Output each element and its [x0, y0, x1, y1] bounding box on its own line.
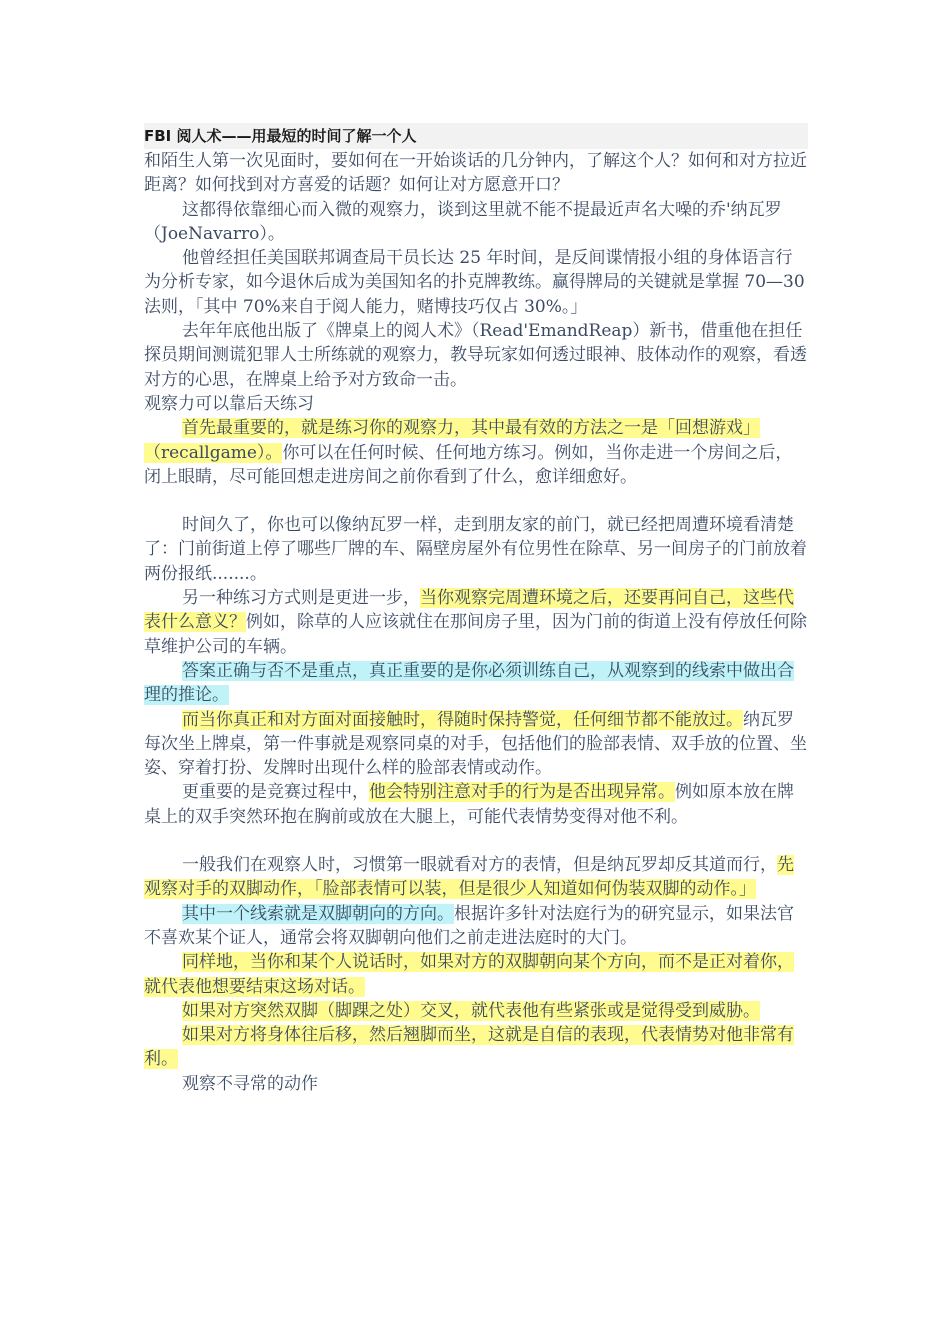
paragraph-text: 例如原本放在牌桌上的双手突然环抱在胸前或放在大腿上，可能代表情势变得对他不利。 — [144, 782, 794, 827]
paragraph-crossed-feet — [144, 999, 808, 1023]
paragraph-text: 根据许多针对法庭行为的研究显示，如果法官不喜欢某个证人，通常会将双脚朝向他们之前走进法庭时的大门。 — [144, 903, 794, 948]
highlight-text: 首先最重要的，就是练习你的观察力，其中最有效的方法之一是「回想游戏」（recallgame）。 — [144, 418, 760, 463]
highlight-text: 先观察对手的双脚动作，「脸部表情可以装，但是很少人知道如何伪装双脚的动作。」 — [144, 855, 794, 900]
highlight-text: 如果对方将身体往后移，然后翘脚而坐，这就是自信的表现，代表情势对他非常有利。 — [144, 1025, 794, 1070]
paragraph-feet — [144, 853, 808, 902]
section-heading-practice: 观察力可以靠后天练习 — [144, 393, 314, 414]
document-title: FBI 阅人术——用最短的时间了解一个人 — [144, 123, 808, 149]
paragraph-intro: 和陌生人第一次见面时，要如何在一开始谈话的几分钟内，了解这个人？如何和对方拉近距离？如何找到对方喜爱的话题？如何让对方愿意开口？ — [144, 151, 807, 196]
paragraph-lean-back — [144, 1023, 808, 1072]
paragraph-text: 更重要的是竞赛过程中， — [182, 782, 369, 803]
paragraph-navarro-career: 他曾经担任美国联邦调查局干员长达 25 年时间，是反间谍情报小组的身体语言行为分析专家，如今退休后成为美国知名的扑克牌教练。赢得牌局的关键就是掌握 70—30 法则，「其中 70%来自于阅人能力，赌博技巧仅占 30%。」 — [144, 248, 805, 317]
paragraph-navarro-intro: 这都得依靠细心而入微的观察力，谈到这里就不能不提最近声名大噪的乔'纳瓦罗（JoeNavarro）。 — [144, 199, 782, 244]
paragraph-further-practice — [144, 586, 808, 659]
paragraph-recall-game — [144, 416, 808, 489]
document-page — [144, 123, 808, 1096]
paragraph-text: 一般我们在观察人时，习惯第一眼就看对方的表情，但是纳瓦罗却反其道而行， — [182, 855, 777, 876]
section-heading-unusual: 观察不寻常的动作 — [182, 1073, 318, 1094]
highlight-text: 当你观察完周遭环境之后，还要再问自己，这些代表什么意义？ — [144, 588, 794, 633]
paragraph-face-to-face — [144, 708, 808, 781]
paragraph-text: 纳瓦罗每次坐上牌桌，第一件事就是观察同桌的对手，包括他们的脸部表情、双手放的位置、坐姿、穿着打扮、发牌时出现什么样的脸部表情或动作。 — [144, 709, 807, 779]
blank-line — [144, 489, 808, 513]
highlight-text-cyan: 答案正确与否不是重点，真正重要的是你必须训练自己，从观察到的线索中做出合理的推论。 — [144, 660, 794, 706]
highlight-text: 他会特别注意对手的行为是否出现异常。 — [369, 782, 675, 803]
paragraph-feet-direction — [144, 902, 808, 951]
paragraph-text: 另一种练习方式则是更进一步， — [182, 588, 420, 609]
paragraph-inference — [144, 659, 808, 708]
paragraph-competition — [144, 780, 808, 829]
highlight-text-cyan: 其中一个线索就是双脚朝向的方向。 — [182, 903, 454, 924]
paragraph-time: 时间久了，你也可以像纳瓦罗一样，走到朋友家的前门，就已经把周遭环境看清楚了：门前街道上停了哪些厂牌的车、隔壁房屋外有位男性在除草、另一间房子的门前放着两份报纸.......。 — [144, 515, 807, 584]
highlight-text: 而当你真正和对方面对面接触时，得随时保持警觉，任何细节都不能放过。 — [182, 709, 743, 730]
highlight-text: 如果对方突然双脚（脚踝之处）交叉，就代表他有些紧张或是觉得受到威胁。 — [182, 1000, 760, 1021]
highlight-text: 同样地，当你和某个人说话时，如果对方的双脚朝向某个方向，而不是正对着你，就代表他想要结束这场对话。 — [144, 952, 794, 997]
paragraph-conversation — [144, 950, 808, 999]
paragraph-text: 你可以在任何时候、任何地方练习。例如，当你走进一个房间之后，闭上眼睛，尽可能回想走进房间之前你看到了什么，愈详细愈好。 — [144, 442, 793, 487]
paragraph-text: 例如，除草的人应该就住在那间房子里，因为门前的街道上没有停放任何除草维护公司的车辆。 — [144, 612, 807, 657]
paragraph-book: 去年年底他出版了《牌桌上的阅人术》（Read'EmandReap）新书，借重他在担任探员期间测谎犯罪人士所练就的观察力，教导玩家如何透过眼神、肢体动作的观察，看透对方的心思，在牌桌上给予对方致命一击。 — [144, 321, 807, 390]
blank-line — [144, 829, 808, 853]
